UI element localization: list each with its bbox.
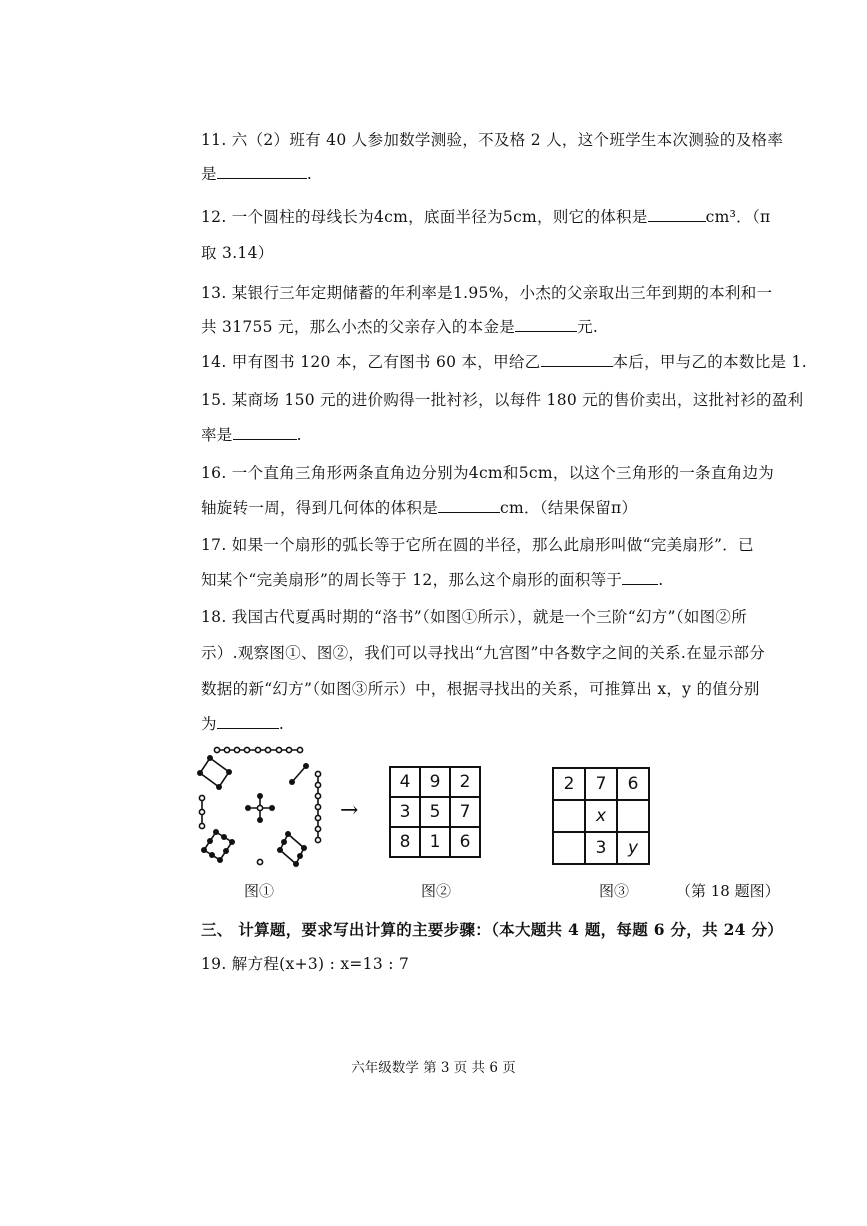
- section3-heading: 三、 计算题，要求写出计算的主要步骤：（本大题共 4 题，每题 6 分，共 24 分）: [201, 920, 784, 939]
- grid-cell: 3: [585, 832, 617, 864]
- q14-suffix: 本后，甲与乙的本数比是 1.: [612, 353, 807, 371]
- grid-cell: 5: [420, 797, 450, 827]
- arrow-icon: →: [340, 798, 359, 823]
- page-footer: 六年级数学 第 3 页 共 6 页: [351, 1060, 516, 1076]
- luoshu-diagram: [192, 742, 332, 872]
- q13-line1: 13. 某银行三年定期储蓄的年利率是1.95%，小杰的父亲取出三年到期的本利和一: [201, 284, 773, 302]
- grid-cell: 6: [617, 768, 649, 800]
- grid-cell: 7: [585, 768, 617, 800]
- answer-blank: [541, 352, 613, 367]
- q18-line4: [201, 712, 284, 734]
- answer-blank: [438, 498, 500, 513]
- q17-suffix: .: [658, 571, 664, 589]
- grid-cell: 4: [390, 767, 420, 797]
- magic-square-fig2: [389, 766, 481, 858]
- answer-blank: [217, 164, 307, 179]
- fig3-caption: 图③: [599, 882, 630, 900]
- q17-line2: [201, 568, 663, 590]
- q12-line2: 取 3.14）: [201, 244, 274, 262]
- q12-suffix: cm³．（π: [705, 208, 771, 226]
- grid-cell: 8: [390, 827, 420, 857]
- q17-prefix: 知某个“完美扇形”的周长等于 12，那么这个扇形的面积等于: [201, 571, 623, 589]
- grid-cell: [553, 800, 585, 832]
- q13-prefix: 共 31755 元，那么小杰的父亲存入的本金是: [201, 318, 516, 336]
- grid-cell: 7: [450, 797, 480, 827]
- fig1-caption: 图①: [244, 882, 275, 900]
- answer-blank: [622, 570, 658, 585]
- q11-prefix: 是: [201, 165, 217, 183]
- q18-line3: 数据的新“幻方”（如图③所示）中，根据寻找出的关系，可推算出 x，y 的值分别: [201, 680, 760, 698]
- grid-cell: 3: [390, 797, 420, 827]
- grid-cell: x: [585, 800, 617, 832]
- q12-prefix: 12. 一个圆柱的母线长为4cm，底面半径为5cm，则它的体积是: [201, 208, 648, 226]
- q16-suffix: cm．（结果保留π）: [500, 499, 638, 517]
- grid-cell: [553, 832, 585, 864]
- q11-line2: [201, 162, 312, 184]
- grid-cell: 2: [450, 767, 480, 797]
- answer-blank: [515, 317, 577, 332]
- q11-suffix: .: [306, 165, 313, 183]
- q15-line2: [201, 423, 302, 445]
- magic-square-fig3: [552, 767, 650, 865]
- q17-line1: 17. 如果一个扇形的弧长等于它所在圆的半径，那么此扇形叫做“完美扇形”．已: [201, 536, 754, 554]
- q18-line2: 示）.观察图①、图②，我们可以寻找出“九宫图”中各数字之间的关系.在显示部分: [201, 644, 766, 662]
- grid-cell: 9: [420, 767, 450, 797]
- q16-line1: 16. 一个直角三角形两条直角边分别为4cm和5cm，以这个三角形的一条直角边为: [201, 464, 775, 482]
- grid-cell: 6: [450, 827, 480, 857]
- grid-cell: [617, 800, 649, 832]
- q18-prefix: 为: [201, 715, 217, 733]
- q14-line: [201, 350, 807, 372]
- figure-overall-caption: （第 18 题图）: [676, 882, 780, 900]
- q16-line2: [201, 496, 637, 518]
- q18-line1: 18. 我国古代夏禹时期的“洛书”（如图①所示），就是一个三阶“幻方”（如图②所: [201, 608, 748, 626]
- grid-cell: 2: [553, 768, 585, 800]
- q18-suffix: .: [278, 715, 285, 733]
- q14-prefix: 14. 甲有图书 120 本，乙有图书 60 本，甲给乙: [201, 353, 541, 371]
- grid-cell: 1: [420, 827, 450, 857]
- q13-line2: [201, 315, 598, 337]
- q15-prefix: 率是: [201, 426, 233, 444]
- grid-cell: y: [617, 832, 649, 864]
- q19-line: 19. 解方程(x+3) : x=13 : 7: [201, 955, 410, 973]
- answer-blank: [217, 714, 279, 729]
- q12-line1: [201, 205, 771, 227]
- q13-suffix: 元.: [577, 318, 599, 336]
- fig2-caption: 图②: [421, 882, 452, 900]
- q11-line1: 11. 六（2）班有 40 人参加数学测验，不及格 2 人，这个班学生本次测验的及格率: [201, 131, 784, 149]
- answer-blank: [233, 425, 297, 440]
- answer-blank: [648, 207, 706, 222]
- q16-prefix: 轴旋转一周，得到几何体的体积是: [201, 499, 439, 517]
- q15-line1: 15. 某商场 150 元的进价购得一批衬衫，以每件 180 元的售价卖出，这批衬衫的盈利: [201, 391, 804, 409]
- q15-suffix: .: [296, 426, 302, 444]
